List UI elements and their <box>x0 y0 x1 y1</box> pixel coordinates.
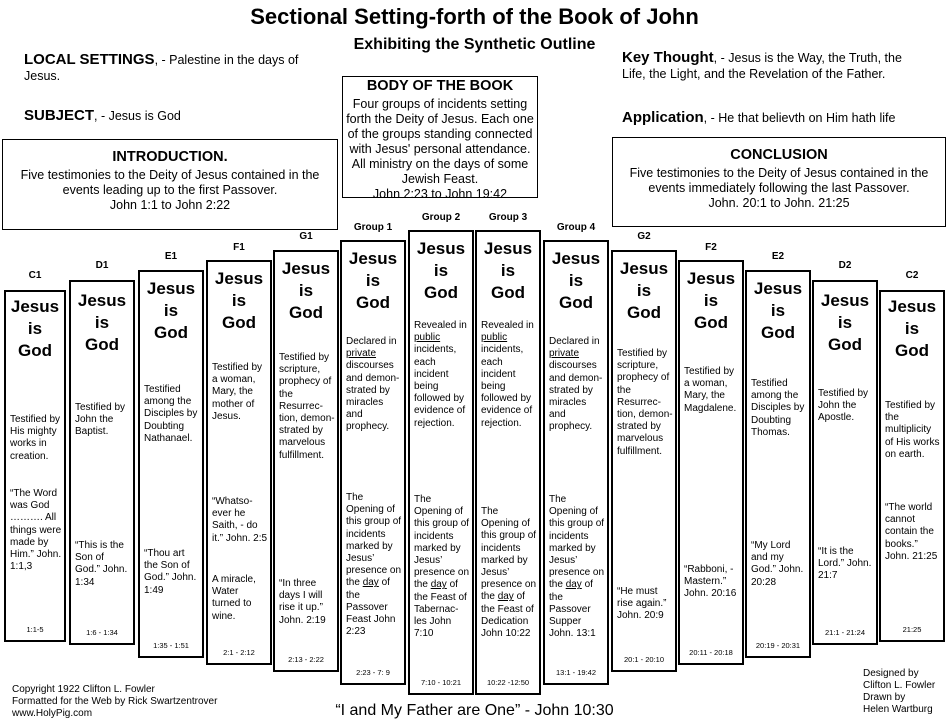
designer-name: Clifton L. Fowler <box>863 680 936 691</box>
column-ref: 1:1-5 <box>26 625 44 634</box>
column-e2 <box>745 270 811 658</box>
column-label-c2: C2 <box>905 270 919 281</box>
body-of-book-text: Four groups of incidents setting forth the Deity of Jesus. Each one of the groups standing connected with Jesus' personal attendance. All ministry on the days of some Jewish Feast. <box>346 97 534 186</box>
column-description: Testified by John the Baptist. <box>75 402 126 438</box>
column-description: Testified among the Disciples by Doubting Nathanael. <box>144 384 198 444</box>
underlined-word: day <box>497 591 514 603</box>
subject <box>24 108 329 124</box>
column-ref: 20:1 - 20:10 <box>623 655 665 664</box>
local-settings <box>24 52 329 84</box>
application <box>622 110 932 126</box>
column-label-group-4: Group 4 <box>556 222 596 233</box>
column-c1 <box>4 290 66 642</box>
column-description: Testified by His mighty works in creation. <box>10 414 61 462</box>
column-e1 <box>138 270 204 658</box>
underlined-word: public <box>481 332 508 344</box>
column-quote: “It is the Lord.” John. 21:7 <box>818 546 872 582</box>
column-label-f1: F1 <box>233 242 245 253</box>
column-g1 <box>273 250 339 672</box>
column-ref: 7:10 - 10:21 <box>420 678 462 687</box>
column-ref: 21:1 - 21:24 <box>824 628 866 637</box>
group-opening-text: The Opening of this group of incidents marked by Jesus’ presence on the day of the Passover Feast John 2:23 <box>346 492 402 638</box>
column-description: Testified by scripture, prophecy of the Resurrec-tion, demon-strated by marvelous fulfillment. <box>279 352 335 461</box>
column-quote: “My Lord and my God.” John. 20:28 <box>751 540 804 588</box>
key-thought-text: , - Jesus is the Way, the Truth, the Life, the Light, and the Revelation of the Father. <box>622 51 902 81</box>
column-quote: “The world cannot contain the books.” John. 21:25 <box>885 502 938 562</box>
column-group-1 <box>340 240 406 685</box>
column-f1 <box>206 260 272 665</box>
column-description: Testified by scripture, prophecy of the Resurrec-tion, demon-strated by marvelous fulfillment. <box>617 348 673 457</box>
column-label-group-2: Group 2 <box>421 212 461 223</box>
column-label-g2: G2 <box>637 231 651 242</box>
column-miracle-note: A miracle, Water turned to wine. <box>212 574 256 622</box>
column-ref: 13:1 - 19:42 <box>555 668 597 677</box>
jesus-is-god-heading: Jesus is God <box>348 249 398 312</box>
column-description: Declared in private discourses and demon-strated by miracles and prophecy. <box>346 336 400 433</box>
jesus-is-god-heading: Jesus is God <box>77 291 127 354</box>
column-ref: 2:1 - 2:12 <box>223 648 255 657</box>
page-title: Sectional Setting-forth of the Book of John <box>250 4 699 29</box>
column-group-4 <box>543 240 609 685</box>
key-thought-label: Key Thought <box>622 49 714 66</box>
column-ref: 2:23 - 7: 9 <box>356 668 390 677</box>
conclusion-heading: CONCLUSION <box>730 147 828 163</box>
column-label-e2: E2 <box>771 251 785 262</box>
application-text: , - He that believth on Him hath life <box>703 111 896 125</box>
column-quote: “This is the Son of God.” John. 1:34 <box>75 540 128 588</box>
underlined-word: public <box>414 332 441 344</box>
column-d2 <box>812 280 878 645</box>
underlined-word: day <box>565 579 582 591</box>
column-quote: “He must rise again.” John. 20:9 <box>617 586 667 622</box>
column-g2 <box>611 250 677 672</box>
underlined-word: private <box>346 348 377 360</box>
page-subtitle: Exhibiting the Synthetic Outline <box>353 36 596 53</box>
column-description: Declared in private discourses and demon-strated by miracles and prophecy. <box>549 336 603 433</box>
column-description: Testified by John the Apostle. <box>818 388 869 424</box>
column-label-d1: D1 <box>95 260 109 271</box>
application-label: Application <box>622 109 704 126</box>
subject-text: , - Jesus is God <box>94 109 181 123</box>
motto: “I and My Father are One” - John 10:30 <box>335 702 614 719</box>
column-description: Testified by a woman, Mary, the Magdalene. <box>684 366 737 414</box>
conclusion-text: Five testimonies to the Deity of Jesus contained in the events immediately following the last Passover. <box>629 166 929 195</box>
column-label-group-3: Group 3 <box>488 212 528 223</box>
jesus-is-god-heading: Jesus is God <box>281 259 331 322</box>
column-quote: “The Word was God ………. All things were made by Him.” John. 1:1,3 <box>10 488 62 573</box>
introduction-text: Five testimonies to the Deity of Jesus contained in the events leading up to the first Passover. <box>20 168 320 197</box>
column-quote: “Whatso-ever he Saith, - do it.” John. 2:5 <box>212 496 268 544</box>
local-settings-text: , - Palestine in the days of Jesus. <box>24 53 299 83</box>
column-group-3 <box>475 230 541 695</box>
column-label-e1: E1 <box>164 251 178 262</box>
column-ref: 1:6 - 1:34 <box>86 628 118 637</box>
column-ref: 20:11 - 20:18 <box>689 648 733 657</box>
jesus-is-god-heading: Jesus is God <box>146 279 196 342</box>
column-label-f2: F2 <box>705 242 717 253</box>
column-f2 <box>678 260 744 665</box>
website-link[interactable]: www.HolyPig.com <box>12 708 93 719</box>
jesus-is-god-heading: Jesus is God <box>887 297 937 360</box>
column-description: Testified by the multiplicity of His works on earth. <box>885 400 940 460</box>
jesus-is-god-heading: Jesus is God <box>10 297 60 360</box>
jesus-is-god-heading: Jesus is God <box>416 239 466 302</box>
conclusion-ref: John. 20:1 to John. 21:25 <box>708 196 850 210</box>
jesus-is-god-heading: Jesus is God <box>820 291 870 354</box>
column-ref: 20:19 - 20:31 <box>755 641 801 650</box>
jesus-is-god-heading: Jesus is God <box>686 269 736 332</box>
column-description: Testified among the Disciples by Doubting Thomas. <box>751 378 805 438</box>
subject-label: SUBJECT <box>24 107 95 124</box>
body-of-book-heading: BODY OF THE BOOK <box>366 78 514 94</box>
designed-by-line: Designed by <box>863 668 919 679</box>
copyright-line: Copyright 1922 Clifton L. Fowler <box>12 684 155 695</box>
group-opening-text: The Opening of this group of incidents marked by Jesus’ presence on the day of the Passover Supper John. 13:1 <box>549 494 605 640</box>
column-d1 <box>69 280 135 645</box>
column-ref: 21:25 <box>902 625 922 634</box>
column-label-g1: G1 <box>299 231 313 242</box>
column-quote: “Thou art the Son of God.” John. 1:49 <box>144 548 197 596</box>
underlined-word: day <box>430 579 447 591</box>
introduction-heading: INTRODUCTION. <box>112 149 228 165</box>
body-of-book-box <box>342 76 538 201</box>
body-of-book-ref: John 2:23 to John 19:42 <box>372 187 508 201</box>
key-thought <box>622 50 922 82</box>
jesus-is-god-heading: Jesus is God <box>753 279 803 342</box>
formatted-line: Formatted for the Web by Rick Swartzentrover <box>12 696 218 707</box>
column-c2 <box>879 290 945 642</box>
group-opening-text: The Opening of this group of incidents marked by Jesus’ presence on the day of the Feast of Tabernac-les John 7:10 <box>414 494 470 640</box>
column-ref: 2:13 - 2:22 <box>288 655 324 664</box>
column-description: Revealed in public incidents, each incident being followed by evidence of rejection. <box>481 320 534 429</box>
column-description: Revealed in public incidents, each incident being followed by evidence of rejection. <box>414 320 467 429</box>
column-quote: “Rabboni, - Mastern.” John. 20:16 <box>684 564 737 600</box>
underlined-word: private <box>549 348 580 360</box>
underlined-word: day <box>362 577 379 589</box>
introduction-box <box>2 139 338 230</box>
introduction-ref: John 1:1 to John 2:22 <box>109 198 231 212</box>
jesus-is-god-heading: Jesus is God <box>551 249 601 312</box>
column-label-c1: C1 <box>28 270 42 281</box>
column-description: Testified by a woman, Mary, the mother of Jesus. <box>212 362 263 422</box>
drawer-name: Helen Wartburg <box>863 704 933 715</box>
conclusion-box <box>612 137 946 227</box>
local-settings-label: LOCAL SETTINGS <box>24 51 155 68</box>
drawn-by-line: Drawn by <box>863 692 906 703</box>
jesus-is-god-heading: Jesus is God <box>214 269 264 332</box>
jesus-is-god-heading: Jesus is God <box>483 239 533 302</box>
column-label-d2: D2 <box>838 260 852 271</box>
jesus-is-god-heading: Jesus is God <box>619 259 669 322</box>
column-label-group-1: Group 1 <box>353 222 393 233</box>
column-ref: 10:22 -12:50 <box>486 678 530 687</box>
group-opening-text: The Opening of this group of incidents marked by Jesus’ presence on the day of the Feast of Dedication John 10:22 <box>481 506 537 640</box>
column-ref: 1:35 - 1:51 <box>153 641 189 650</box>
column-quote: “In three days I will rise it up.” John. 2:19 <box>279 578 326 626</box>
column-group-2 <box>408 230 474 695</box>
